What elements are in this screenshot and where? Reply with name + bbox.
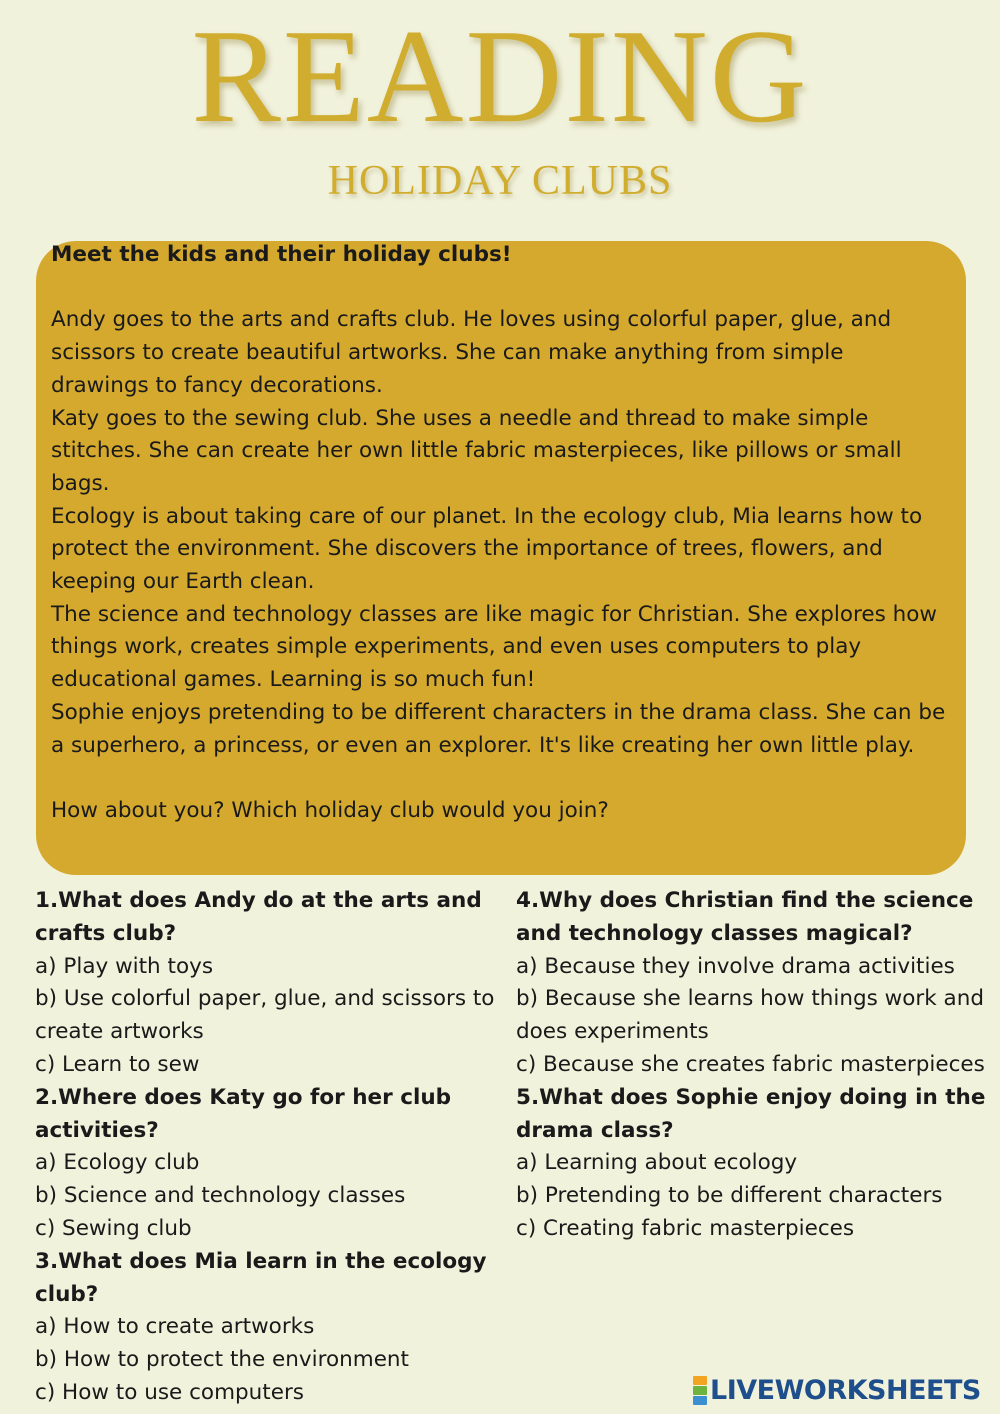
page-title: READING	[191, 2, 809, 150]
question-text: 2.Where does Katy go for her club activities?	[35, 1084, 452, 1143]
logo-block	[693, 1376, 707, 1385]
questions-left-column	[35, 885, 505, 1410]
questions-right-column	[516, 885, 996, 1246]
answer-option[interactable]: b) How to protect the environment	[35, 1347, 409, 1373]
answer-option[interactable]: a) Learning about ecology	[516, 1150, 798, 1176]
answer-option[interactable]: c) How to use computers	[35, 1379, 304, 1405]
story-text	[51, 239, 946, 828]
answer-option[interactable]: a) How to create artworks	[35, 1314, 315, 1340]
logo-text: LIVEWORKSHEETS	[710, 1374, 981, 1406]
answer-option[interactable]: c) Sewing club	[35, 1215, 192, 1241]
question-text: 1.What does Andy do at the arts and crafts club?	[35, 888, 482, 946]
answer-option[interactable]: b) Use colorful paper, glue, and scissors to create artworks	[35, 986, 495, 1045]
question-text: 5.What does Sophie enjoy doing in the drama class?	[516, 1084, 986, 1143]
logo-block	[693, 1396, 707, 1405]
question-block	[35, 1246, 505, 1410]
question-block	[516, 885, 996, 1082]
liveworksheets-logo	[693, 1374, 981, 1406]
question-block	[35, 885, 505, 1082]
story-paragraph-mia: Ecology is about taking care of our planet. In the ecology club, Mia learns how to protect the environment. She discovers the importance of trees, flowers, and keeping our Earth clean.	[51, 503, 923, 595]
answer-option[interactable]: c) Creating fabric masterpieces	[516, 1215, 855, 1241]
answer-option[interactable]: b) Pretending to be different characters	[516, 1183, 943, 1209]
answer-option[interactable]: c) Because she creates fabric masterpieces	[516, 1051, 985, 1077]
spacer	[51, 762, 946, 795]
question-block	[35, 1082, 505, 1246]
question-text: 3.What does Mia learn in the ecology club?	[35, 1248, 487, 1307]
story-paragraph-andy: Andy goes to the arts and crafts club. He loves using colorful paper, glue, and scissors to create beautiful artworks. She can make anything from simple drawings to fancy decorations.	[51, 307, 892, 398]
answer-option[interactable]: b) Because she learns how things work and does experiments	[516, 986, 984, 1045]
question-block	[516, 1082, 996, 1246]
story-paragraph-sophie: Sophie enjoys pretending to be different characters in the drama class. She can be a superhero, a princess, or even an explorer. It's like creating her own little play.	[51, 699, 946, 758]
answer-option[interactable]: a) Ecology club	[35, 1150, 200, 1176]
answer-option[interactable]: c) Learn to sew	[35, 1051, 200, 1077]
page-subtitle: HOLIDAY CLUBS	[327, 158, 673, 204]
answer-option[interactable]: b) Science and technology classes	[35, 1183, 406, 1209]
story-paragraph-katy: Katy goes to the sewing club. She uses a needle and thread to make simple stitches. She can create her own little fabric masterpieces, like pillows or small bags.	[51, 405, 902, 496]
liveworksheets-logo-icon	[693, 1375, 707, 1405]
answer-option[interactable]: a) Play with toys	[35, 953, 214, 979]
question-text: 4.Why does Christian find the science and technology classes magical?	[516, 888, 974, 946]
story-closing: How about you? Which holiday club would you join?	[51, 797, 609, 823]
story-paragraph-christian: The science and technology classes are like magic for Christian. She explores how things work, creates simple experiments, and even uses computers to play educational games. Learning is so much fun!	[51, 601, 937, 693]
spacer	[51, 272, 946, 305]
answer-option[interactable]: a) Because they involve drama activities	[516, 953, 955, 979]
story-heading: Meet the kids and their holiday clubs!	[51, 242, 512, 267]
logo-block	[693, 1386, 707, 1395]
